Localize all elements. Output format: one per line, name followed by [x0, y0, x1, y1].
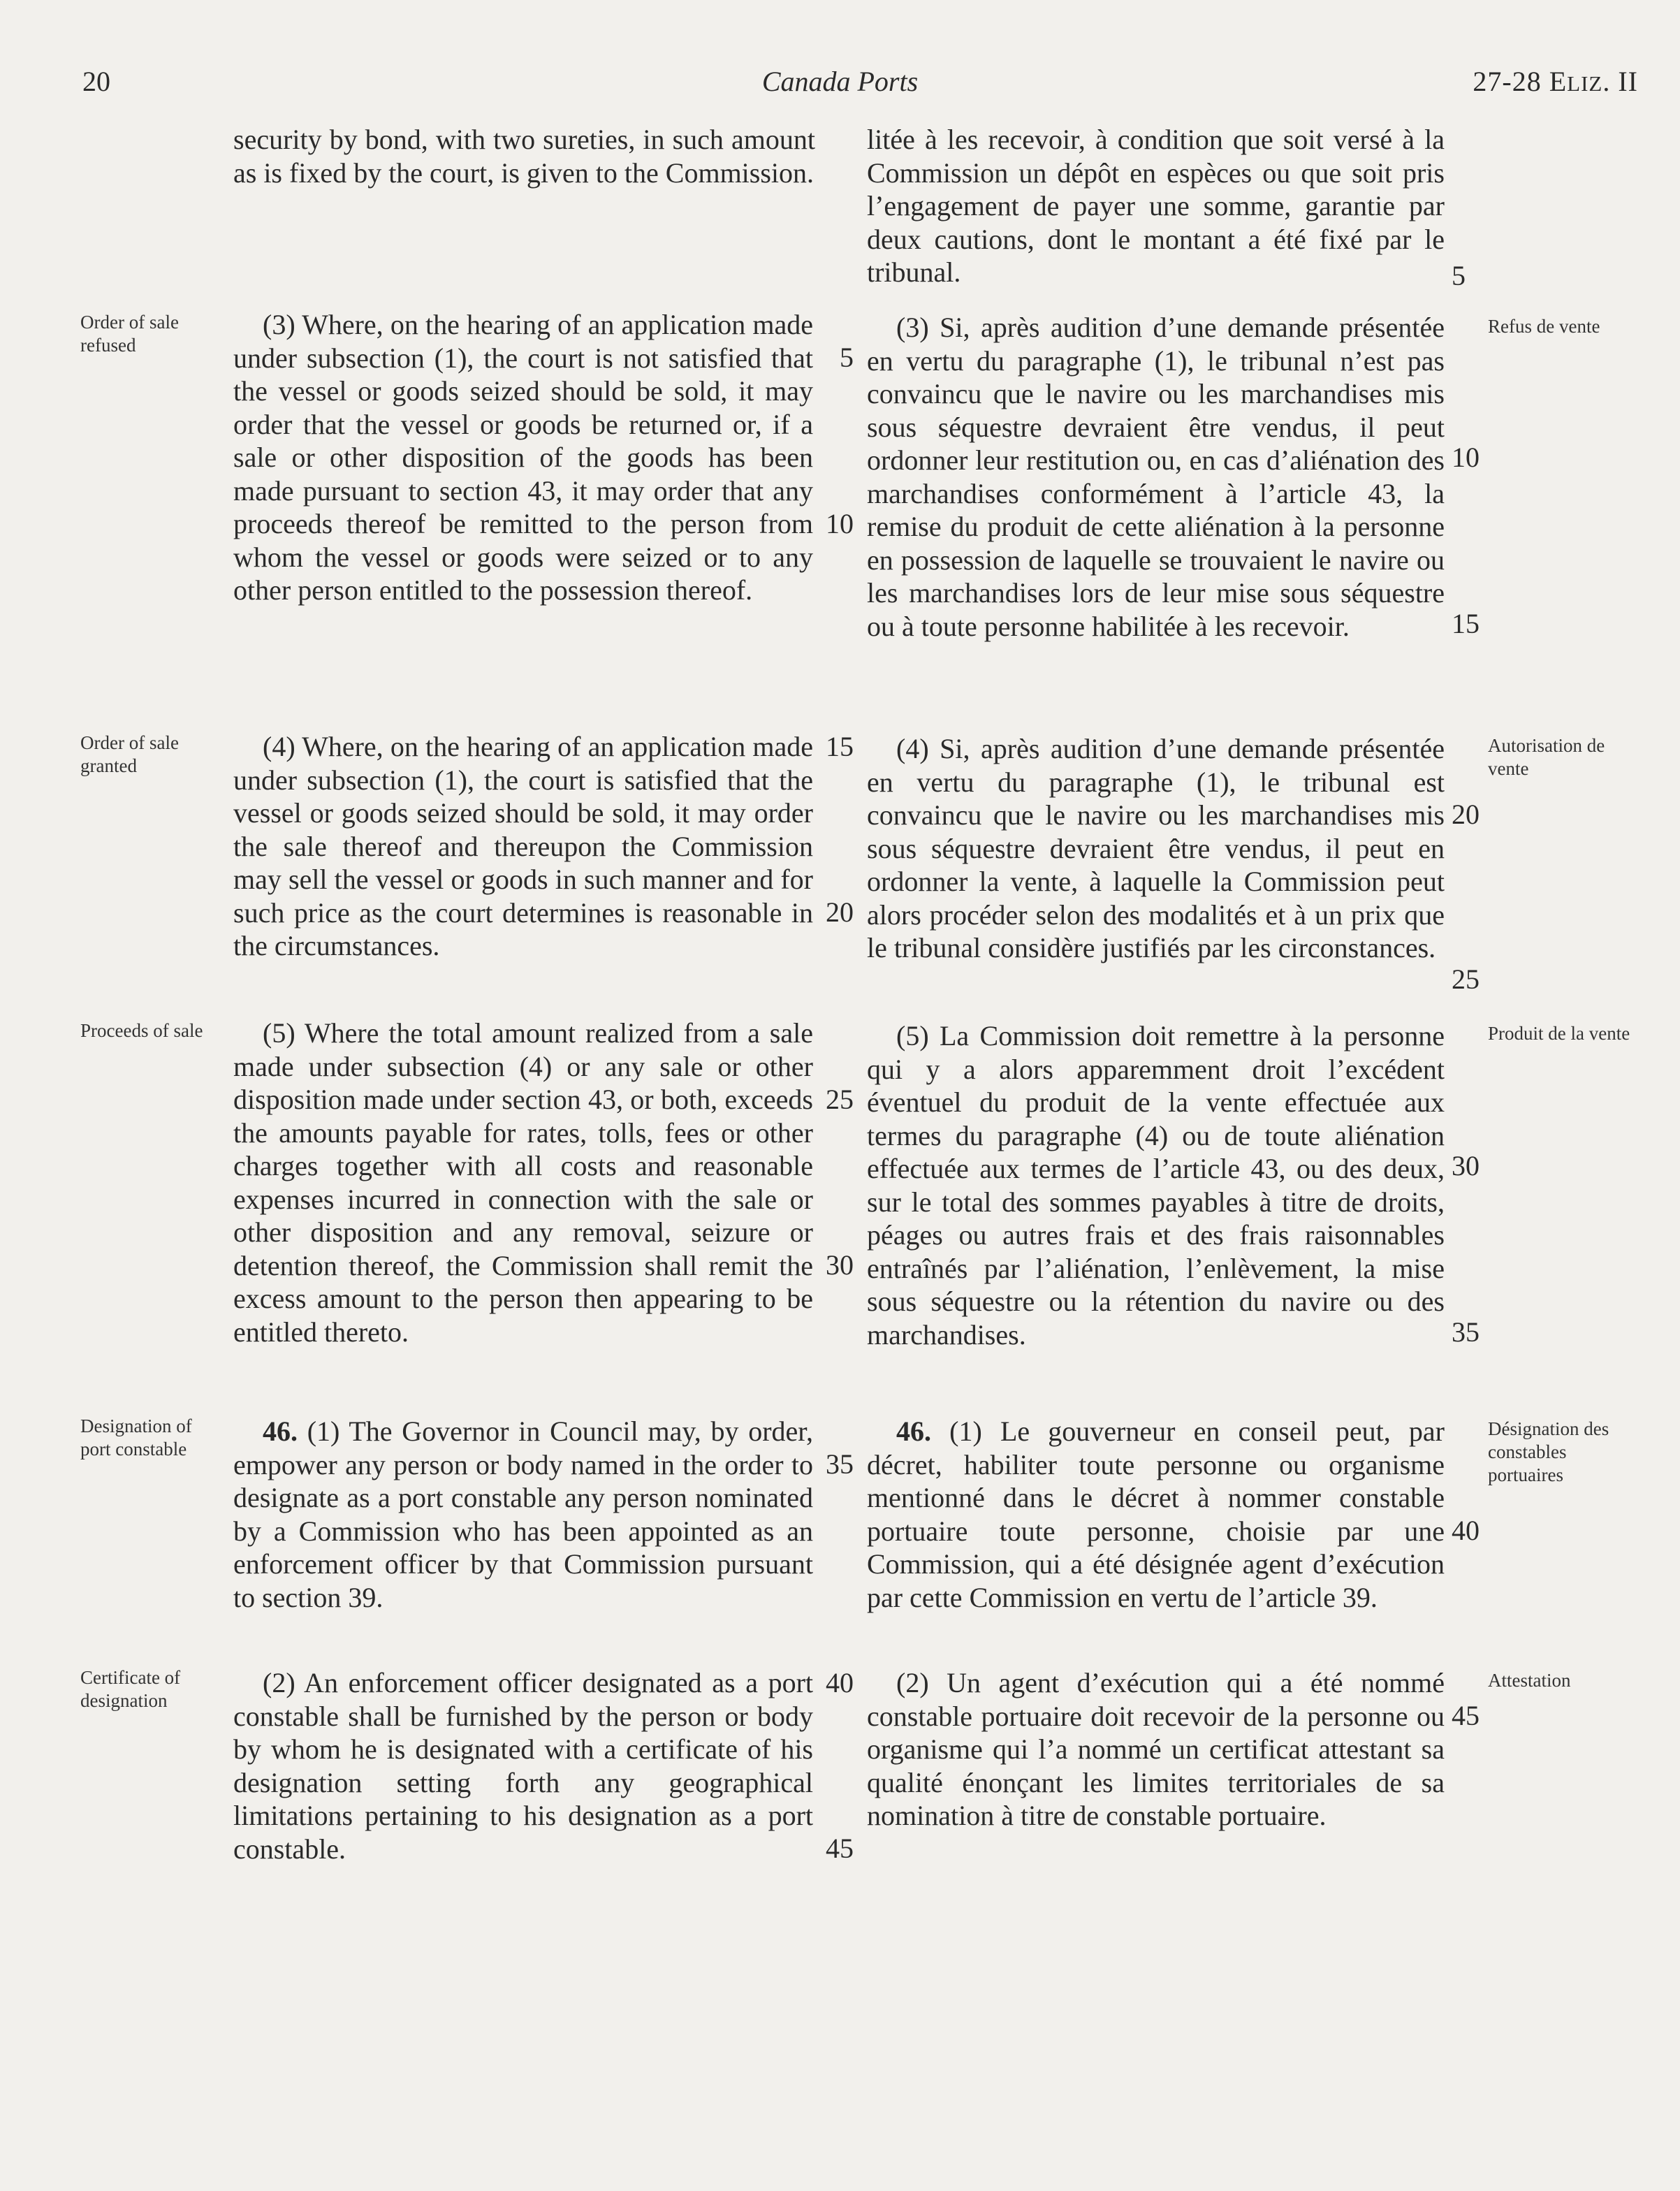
regnal-year	[1473, 64, 1638, 101]
english-line-number: 35	[826, 1448, 854, 1480]
english-column-text	[233, 730, 813, 963]
french-column-text	[867, 1415, 1445, 1614]
english-paragraph: (3) Where, on the hearing of an application made under subsection (1), the court is not satisfied that the vessel or goods seized should be sold, it may order that the vessel or goods be returned or, if a sale or other disposition of the goods has been made pursuant to section 43, it may order that any proceeds thereof be remitted to the person from whom the vessel or goods were seized or to any other person entitled to the possession thereof.	[233, 309, 813, 606]
margin-note-french: Attestation	[1488, 1670, 1571, 1691]
french-column-text	[867, 1666, 1445, 1833]
regnal-year-prefix: 27-28 E	[1473, 66, 1568, 97]
margin-note-english: Order of sale refused	[80, 312, 179, 356]
english-line-number: 40	[826, 1667, 854, 1698]
margin-note-english: Proceeds of sale	[80, 1020, 203, 1041]
margin-note-english: Certificate of designation	[80, 1667, 181, 1711]
margin-note-french: Refus de vente	[1488, 316, 1600, 337]
section-number: 46.	[263, 1415, 298, 1447]
english-line-number: 20	[826, 896, 854, 928]
english-line-number: 30	[826, 1249, 854, 1281]
english-column-text	[233, 1017, 813, 1348]
english-line-number: 10	[826, 508, 854, 539]
english-column-text	[233, 123, 815, 189]
french-line-number: 45	[1452, 1700, 1480, 1731]
english-line-number: 5	[840, 342, 854, 373]
french-column-text	[867, 1019, 1445, 1351]
french-line-number: 20	[1452, 799, 1480, 830]
english-column-text	[233, 1415, 813, 1614]
english-line-number: 45	[826, 1833, 854, 1864]
french-paragraph: (5) La Commission doit remettre à la personne qui y a alors apparemment droit l’excédent éventuel du produit de la vente effectuée aux termes du paragraphe (4) ou de toute aliénation effectuée aux termes de l’article 43, ou des deux, sur le total des sommes payables à titre de droits, péages ou autres frais et des frais raisonnables entraînés par l’aliénation, l’enlèvement, la mise sous séquestre ou la rétention du navire ou des marchandises.	[867, 1020, 1445, 1351]
french-line-number: 5	[1452, 260, 1466, 291]
english-paragraph	[233, 1415, 813, 1614]
french-line-number: 15	[1452, 608, 1480, 639]
english-paragraph: (2) An enforcement officer designated as a port constable shall be furnished by the person or body by whom he is designated with a certificate of his designation setting forth any geographical limitations pertaining to his designation as a port constable.	[233, 1667, 813, 1865]
english-paragraph: (5) Where the total amount realized from a sale made under subsection (4) or any sale or other disposition made under section 43, or both, exceeds the amounts payable for rates, tolls, fees or other charges together with all costs and reasonable expenses incurred in connection with the sale or other disposition and any removal, seizure or detention thereof, the Commission shall remit the excess amount to the person then appearing to be entitled thereto.	[233, 1017, 813, 1348]
section-text: (1) Le gouverneur en conseil peut, par décret, habiliter toute personne ou organisme mentionné dans le décret à nommer constable portuaire toute personne, choisie par une Commission, qui a été désignée agent d’exécution par cette Commission en vertu de l’article 39.	[867, 1415, 1445, 1613]
section-text: (1) The Governor in Council may, by order, empower any person or body named in the order to designate as a port constable any person nominated by a Commission who has been appointed as an enforcement officer by that Commission pursuant to section 39.	[233, 1415, 814, 1613]
french-line-number: 30	[1452, 1150, 1480, 1181]
page-number: 20	[82, 66, 110, 97]
french-column-text	[867, 123, 1445, 289]
english-line-number: 25	[826, 1084, 854, 1115]
section-number: 46.	[896, 1415, 931, 1447]
english-column-text	[233, 1666, 813, 1865]
english-paragraph: security by bond, with two sureties, in such amount as is fixed by the court, is given to the Commission.	[233, 124, 815, 189]
french-line-number: 35	[1452, 1316, 1480, 1348]
french-line-number: 25	[1452, 963, 1480, 995]
french-line-number: 10	[1452, 442, 1480, 473]
margin-note-french: Produit de la vente	[1488, 1023, 1630, 1044]
french-paragraph	[867, 1415, 1445, 1614]
regnal-year-suffix: . II	[1602, 66, 1638, 97]
french-paragraph: (4) Si, après audition d’une demande présentée en vertu du paragraphe (1), le tribunal est convaincu que le navire ou les marchandises mis sous séquestre devraient être vendus, il peut en ordonner la vente, à laquelle la Commission peut alors procéder selon des modalités et à un prix que le tribunal considère justifiés par les circonstances.	[867, 733, 1445, 963]
regnal-year-small-caps: LIZ	[1567, 71, 1603, 96]
running-title: Canada Ports	[761, 66, 919, 97]
french-paragraph: litée à les recevoir, à condition que soit versé à la Commission un dépôt en espèces ou que soit pris l’engagement de payer une somme, garantie par deux cautions, dont le montant a été fixé par le tribunal.	[867, 124, 1445, 288]
margin-note-english: Order of sale granted	[80, 732, 179, 776]
french-paragraph: (3) Si, après audition d’une demande présentée en vertu du paragraphe (1), le tribunal n’est pas convaincu que le navire ou les marchandises mis sous séquestre devraient être vendus, il peut ordonner leur restitution ou, en cas d’aliénation des marchandises conformément à l’article 43, la remise du produit de cette aliénation à la personne en possession de laquelle se trouvaient le navire ou les marchandises lors de leur mise sous séquestre ou à toute personne habilitée à les recevoir.	[867, 312, 1445, 642]
margin-note-english: Designation of port constable	[80, 1415, 192, 1460]
french-column-text	[867, 311, 1445, 643]
french-paragraph: (2) Un agent d’exécution qui a été nommé constable portuaire doit recevoir de la personne ou organisme qui l’a nommé un certificat attestant sa qualité énonçant les limites territoriales de sa nomination à titre de constable portuaire.	[867, 1667, 1445, 1831]
english-line-number: 15	[826, 731, 854, 762]
margin-note-french: Autorisation de vente	[1488, 735, 1605, 779]
english-paragraph: (4) Where, on the hearing of an application made under subsection (1), the court is satisfied that the vessel or goods seized should be sold, it may order the sale thereof and thereupon the Commission may sell the vessel or goods in such manner and for such price as the court determines is reasonable in the circumstances.	[233, 731, 813, 961]
french-line-number: 40	[1452, 1515, 1480, 1546]
english-column-text	[233, 308, 813, 607]
margin-note-french: Désignation des constables portuaires	[1488, 1418, 1609, 1485]
french-column-text	[867, 732, 1445, 965]
